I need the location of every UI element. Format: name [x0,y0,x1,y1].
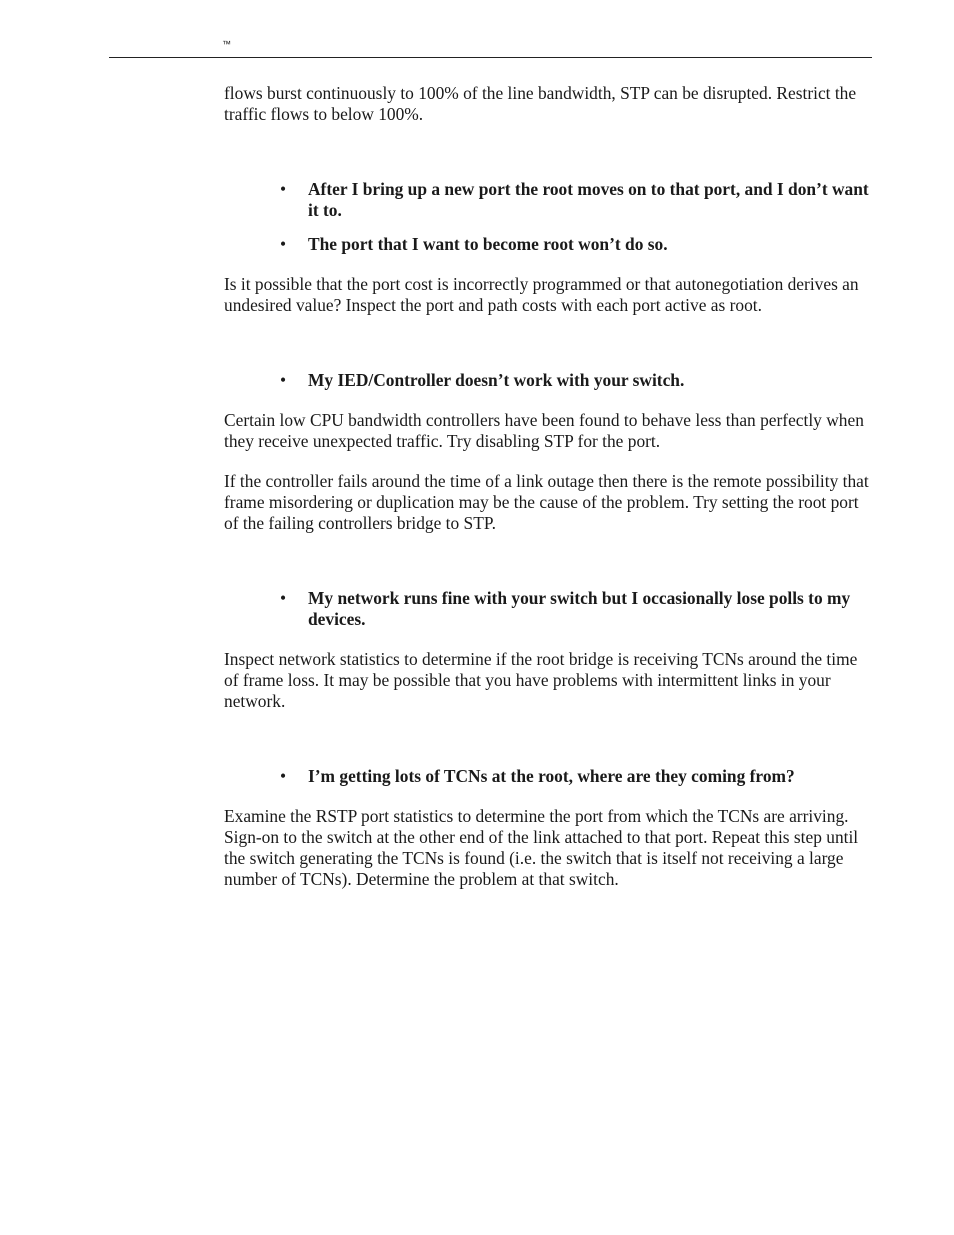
paragraph-network-stats: Inspect network statistics to determine if the root bridge is receiving TCNs around the time of frame loss. It may be possible that you have problems with intermittent links in your network. [224,649,858,711]
bullet-dot: • [280,370,287,390]
trademark-symbol: ™ [222,39,232,49]
bullet-text: My IED/Controller doesn’t work with your switch. [308,370,685,390]
bullet-dot: • [280,588,287,608]
paragraph-rstp-stats: Examine the RSTP port statistics to determine the port from which the TCNs are arriving. Sign-on to the switch at the other end of the link attached to that port. Repeat this step until the switch generating the TCNs is found (i.e. the switch that is itself not receiving a large number of TCNs). Determine the problem at that switch. [224,806,859,889]
bullet-root-wont [224,234,874,255]
paragraph-stp-bandwidth: flows burst continuously to 100% of the line bandwidth, STP can be disrupted. Restrict the traffic flows to below 100%. [224,83,857,124]
bullet-ied-controller [224,370,874,391]
paragraph-low-cpu: Certain low CPU bandwidth controllers have been found to behave less than perfectly when they receive unexpected traffic. Try disabling STP for the port. [224,410,864,451]
bullet-text: My network runs fine with your switch but I occasionally lose polls to my devices. [308,588,851,629]
bullet-dot: • [280,766,287,786]
bullet-lose-polls [224,588,874,630]
bullet-dot: • [280,179,287,199]
paragraph-port-cost: Is it possible that the port cost is incorrectly programmed or that autonegotiation derives an undesired value? Inspect the port and path costs with each port active as root. [224,274,859,315]
bullet-text: After I bring up a new port the root moves on to that port, and I don’t want it to. [308,179,869,220]
bullet-text: The port that I want to become root won’t do so. [308,234,668,254]
header-rule [109,57,872,58]
bullet-dot: • [280,234,287,254]
bullet-tcns-root [224,766,874,787]
bullet-root-moves [224,179,874,221]
document-body [224,83,874,890]
paragraph-link-outage: If the controller fails around the time of a link outage then there is the remote possibility that frame misordering or duplication may be the cause of the problem. Try setting the root port of the failing controllers bridge to STP. [224,471,869,533]
bullet-text: I’m getting lots of TCNs at the root, where are they coming from? [308,766,795,786]
